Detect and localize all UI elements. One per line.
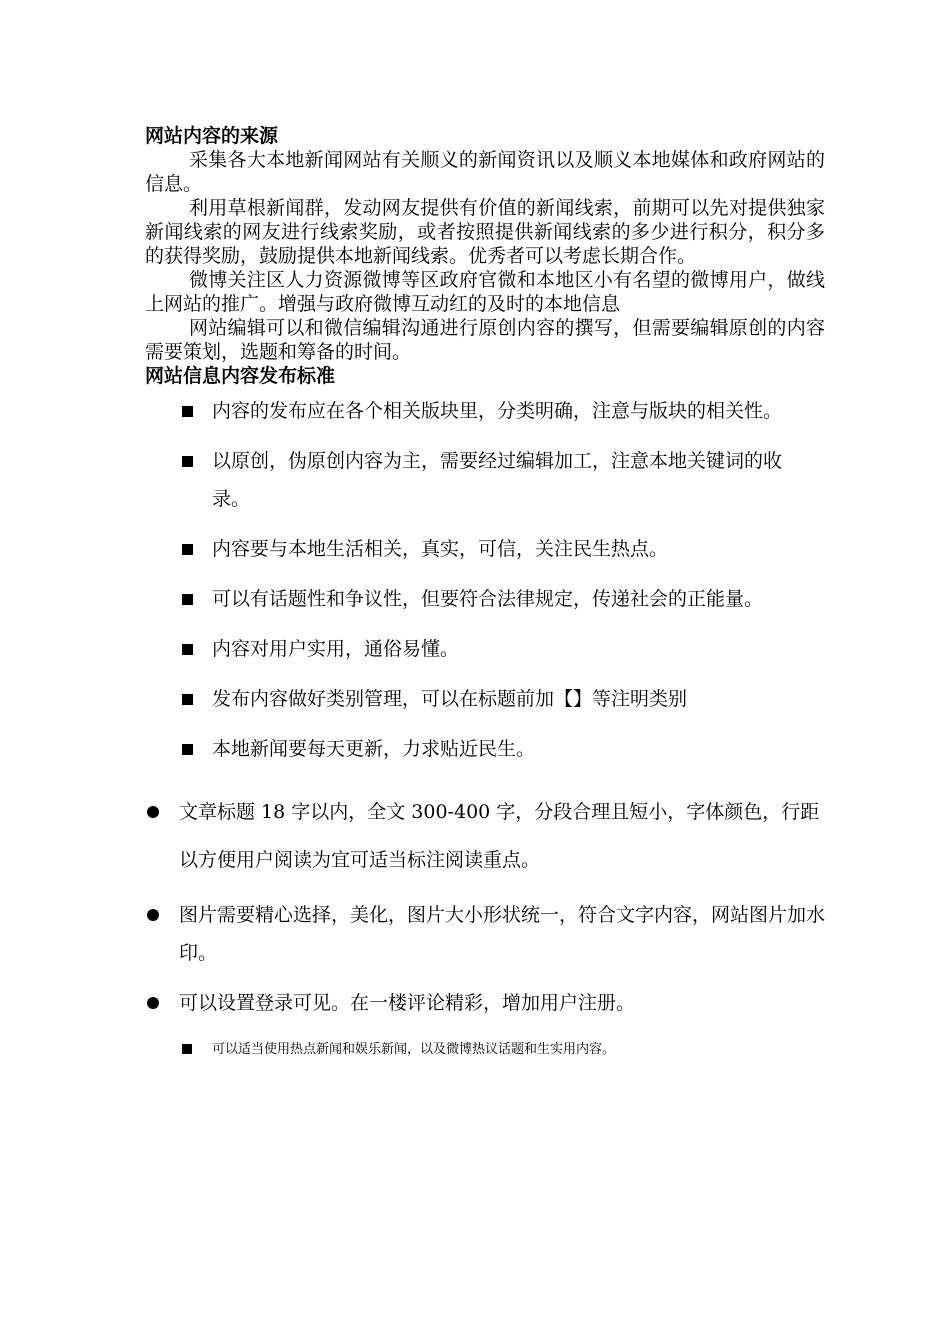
standard-list xyxy=(145,392,825,768)
paragraph-weibo: 微博关注区人力资源微博等区政府官微和本地区小有名望的微博用户，做线上网站的推广。增强与政府微博互动红的及时的本地信息 xyxy=(145,269,825,315)
list-item: 本地新闻要每天更新，力求贴近民生。 xyxy=(145,730,825,768)
round-bullet-icon xyxy=(147,997,159,1009)
list-item: 内容对用户实用，通俗易懂。 xyxy=(145,630,825,668)
list-item: 可以有话题性和争议性，但要符合法律规定，传递社会的正能量。 xyxy=(145,580,825,618)
square-bullet-icon xyxy=(182,1044,192,1054)
square-bullet-icon xyxy=(182,694,193,705)
paragraph-wechat: 网站编辑可以和微信编辑沟通进行原创内容的撰写，但需要编辑原创的内容需要策划，选题和筹备的时间。 xyxy=(145,317,825,363)
paragraph-grassroots: 利用草根新闻群，发动网友提供有价值的新闻线索，前期可以先对提供独家新闻线索的网友进行线索奖励，或者按照提供新闻线索的多少进行积分，积分多的获得奖励，鼓励提供本地新闻线索。优秀者可以考虑长期合作。 xyxy=(145,197,825,267)
round-bullet-icon xyxy=(147,909,159,921)
guideline-list xyxy=(145,788,825,1022)
paragraph-collect: 采集各大本地新闻网站有关顺义的新闻资讯以及顺义本地媒体和政府网站的信息。 xyxy=(145,149,825,195)
list-item: 发布内容做好类别管理，可以在标题前加【】等注明类别 xyxy=(145,680,825,718)
list-item: 图片需要精心选择，美化，图片大小形状统一，符合文字内容，网站图片加水印。 xyxy=(145,896,825,972)
round-bullet-icon xyxy=(147,806,159,818)
section-heading-publish-standard: 网站信息内容发布标准 xyxy=(145,365,336,387)
list-item: 文章标题 18 字以内，全文 300-400 字，分段合理且短小，字体颜色，行距以方便用户阅读为宜可适当标注阅读重点。 xyxy=(145,788,825,884)
square-bullet-icon xyxy=(182,744,193,755)
document-page xyxy=(145,124,825,1060)
section-heading-content-source: 网站内容的来源 xyxy=(145,125,279,147)
square-bullet-icon xyxy=(182,406,193,417)
square-bullet-icon xyxy=(182,644,193,655)
list-item: 内容的发布应在各个相关版块里，分类明确，注意与版块的相关性。 xyxy=(145,392,825,430)
square-bullet-icon xyxy=(182,594,193,605)
square-bullet-icon xyxy=(182,544,193,555)
list-item: 可以适当使用热点新闻和娱乐新闻，以及微博热议话题和生实用内容。 xyxy=(145,1040,825,1060)
list-item: 内容要与本地生活相关，真实，可信，关注民生热点。 xyxy=(145,530,825,568)
list-item: 可以设置登录可见。在一楼评论精彩，增加用户注册。 xyxy=(145,984,825,1022)
list-item: 以原创，伪原创内容为主，需要经过编辑加工，注意本地关键词的收录。 xyxy=(145,442,825,518)
square-bullet-icon xyxy=(182,456,193,467)
